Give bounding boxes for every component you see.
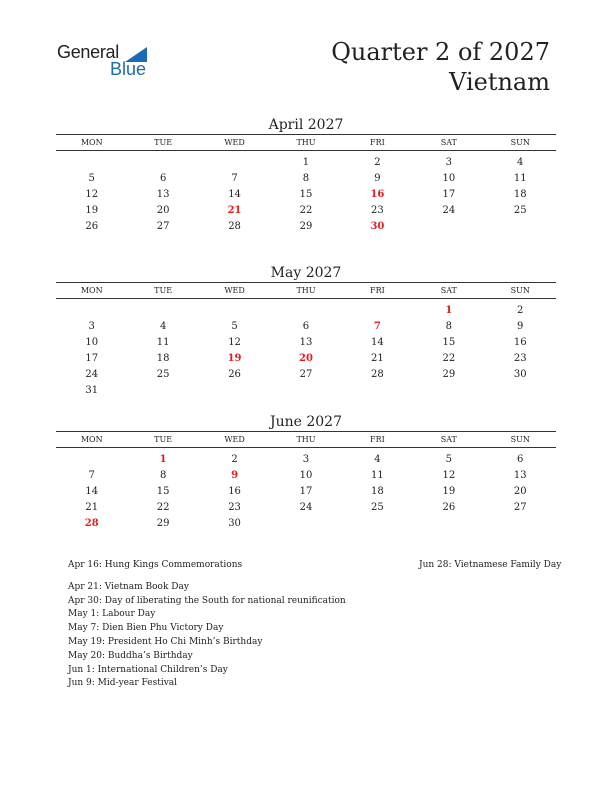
holiday-list-right [419,559,569,573]
holiday-day-cell: 28 [84,518,99,529]
day-cell: 1 [302,157,310,168]
day-cell: 7 [88,470,95,481]
day-cell [413,516,484,532]
holiday-list [68,559,346,691]
day-cell [342,383,413,399]
weekday-label: SAT [440,286,457,295]
holiday-day-cell: 19 [227,353,242,364]
weekday-label: TUE [154,286,173,295]
logo-text-general: General [57,42,119,62]
holiday-day-cell: 16 [370,189,385,200]
holiday-note: May 1: Labour Day [68,609,156,620]
holiday-day-cell: 1 [445,305,453,316]
month-title: May 2027 [270,265,342,281]
day-cell: 21 [371,353,384,364]
weekday-label: THU [296,286,316,295]
day-cell: 24 [299,502,313,513]
weekday-label: SAT [440,435,457,444]
day-cell: 25 [371,502,384,513]
day-cell: 19 [442,486,456,497]
logo-text-blue: Blue [110,59,147,79]
day-cell: 24 [85,369,99,380]
weekday-header [56,135,556,150]
week-row [56,452,556,468]
day-cell: 4 [374,454,381,465]
day-cell: 27 [299,369,313,380]
weekday-label: WED [224,286,245,295]
day-cell [485,219,556,235]
day-cell: 30 [228,518,241,529]
day-cell: 7 [231,173,238,184]
holiday-note: Apr 21: Vietnam Book Day [68,581,189,592]
day-cell: 12 [85,189,99,200]
day-cell: 15 [299,189,313,200]
day-cell: 4 [517,157,524,168]
day-cell: 14 [228,189,241,200]
day-cell: 20 [156,205,170,216]
day-cell: 26 [228,369,241,380]
month-title: June 2027 [269,414,342,430]
day-cell: 18 [156,353,170,364]
day-cell: 30 [513,369,527,380]
day-cell [56,452,127,468]
day-cell: 28 [371,369,384,380]
weekday-label: SAT [440,138,457,147]
day-cell: 29 [156,518,170,529]
week-row [56,468,556,484]
day-cell [413,219,484,235]
day-cell: 2 [374,157,381,168]
weekday-label: WED [224,435,245,444]
weekday-label: THU [296,138,316,147]
day-cell: 23 [371,205,384,216]
day-cell: 9 [374,173,381,184]
week-row [56,171,556,187]
day-cell: 10 [299,470,313,481]
weekday-label: MON [80,286,103,295]
day-cell: 18 [371,486,384,497]
day-cell: 23 [513,353,527,364]
day-cell [485,383,556,399]
day-cell: 18 [513,189,527,200]
day-cell [485,516,556,532]
day-cell: 10 [85,337,99,348]
day-cell [199,155,270,171]
weekday-label: TUE [154,138,173,147]
day-cell: 11 [371,470,384,481]
day-cell [342,516,413,532]
holiday-day-cell: 1 [159,454,167,465]
day-cell [270,516,341,532]
holiday-note: May 19: President Ho Chi Minh’s Birthday [68,636,263,647]
day-cell: 8 [302,173,310,184]
day-cell: 26 [442,502,456,513]
holiday-day-cell: 7 [373,321,381,332]
day-cell: 19 [85,205,99,216]
day-cell: 13 [299,337,313,348]
day-cell: 6 [302,321,310,332]
day-cell [56,155,127,171]
day-cell: 15 [156,486,170,497]
holiday-note: Jun 9: Mid-year Festival [68,678,178,689]
day-cell: 13 [513,470,527,481]
day-cell: 29 [299,221,313,232]
holiday-day-cell: 21 [227,205,242,216]
holiday-day-cell: 20 [299,353,313,364]
holiday-day-cell: 9 [231,470,239,481]
weekday-label: WED [224,138,245,147]
day-cell: 5 [445,454,452,465]
holiday-note: Jun 28: Vietnamese Family Day [419,560,562,570]
month-title: April 2027 [268,117,344,133]
page-title: Quarter 2 of 2027 [331,38,550,66]
day-cell: 14 [371,337,384,348]
day-cell: 3 [88,321,95,332]
day-cell: 28 [228,221,241,232]
day-cell: 14 [85,486,99,497]
day-cell: 27 [156,221,170,232]
week-row [56,367,556,383]
day-cell: 17 [442,189,456,200]
day-cell: 4 [159,321,167,332]
week-row [56,319,556,335]
day-cell: 22 [156,502,170,513]
month-april [56,117,556,235]
day-cell [413,383,484,399]
day-cell: 31 [85,385,99,396]
day-cell: 17 [85,353,99,364]
day-cell: 22 [299,205,313,216]
day-cell [270,303,341,319]
holiday-note: May 7: Dien Bien Phu Victory Day [68,623,224,634]
day-cell [56,303,127,319]
weekday-header [56,432,556,447]
weekday-label: FRI [370,435,385,444]
day-cell [270,383,341,399]
day-cell: 10 [442,173,456,184]
week-row [56,351,556,367]
day-cell: 5 [88,173,95,184]
holiday-note: Apr 30: Day of liberating the South for national reunification [68,595,346,606]
day-cell: 8 [159,470,167,481]
day-cell: 2 [231,454,238,465]
week-row [56,187,556,203]
holiday-note: Apr 16: Hung Kings Commemorations [68,560,243,570]
week-row [56,383,556,399]
day-cell: 21 [85,502,99,513]
page-header [331,37,550,97]
day-cell [127,155,198,171]
day-cell: 8 [445,321,452,332]
day-cell: 2 [517,305,524,316]
day-cell: 6 [159,173,167,184]
weekday-label: TUE [154,435,173,444]
holiday-note: Jun 1: International Children’s Day [68,664,228,675]
day-cell: 27 [513,502,527,513]
day-cell: 12 [442,470,456,481]
holiday-note: May 20: Buddha’s Birthday [68,650,193,661]
week-row [56,203,556,219]
week-row [56,335,556,351]
day-cell: 16 [513,337,527,348]
weekday-label: FRI [370,138,385,147]
day-cell: 12 [228,337,241,348]
day-cell [199,303,270,319]
day-cell: 25 [156,369,170,380]
week-row [56,155,556,171]
day-cell: 29 [442,369,456,380]
holiday-day-cell: 30 [370,221,385,232]
day-cell: 17 [299,486,313,497]
day-cell: 3 [302,454,310,465]
week-row [56,484,556,500]
day-cell: 13 [156,189,170,200]
month-may [56,265,556,399]
weekday-label: FRI [370,286,385,295]
weekday-label: MON [80,435,103,444]
day-cell: 15 [442,337,456,348]
day-cell: 3 [445,157,452,168]
week-row [56,303,556,319]
day-cell: 24 [442,205,456,216]
country-name: Vietnam [449,68,550,96]
month-june [56,414,556,532]
day-cell [127,383,198,399]
day-cell: 11 [156,337,170,348]
day-cell: 6 [517,454,524,465]
week-row [56,500,556,516]
week-row [56,516,556,532]
day-cell: 22 [442,353,456,364]
week-row [56,219,556,235]
day-cell: 11 [513,173,527,184]
weekday-label: MON [80,138,103,147]
day-cell [127,303,198,319]
day-cell [342,303,413,319]
day-cell: 9 [517,321,524,332]
day-cell [199,383,270,399]
weekday-label: THU [296,435,316,444]
weekday-label: SUN [510,138,530,147]
day-cell: 20 [513,486,527,497]
day-cell: 5 [231,321,238,332]
weekday-label: SUN [510,286,530,295]
day-cell: 25 [513,205,527,216]
day-cell: 16 [228,486,241,497]
day-cell: 26 [85,221,99,232]
day-cell: 23 [228,502,241,513]
weekday-label: SUN [510,435,530,444]
weekday-header [56,283,556,298]
